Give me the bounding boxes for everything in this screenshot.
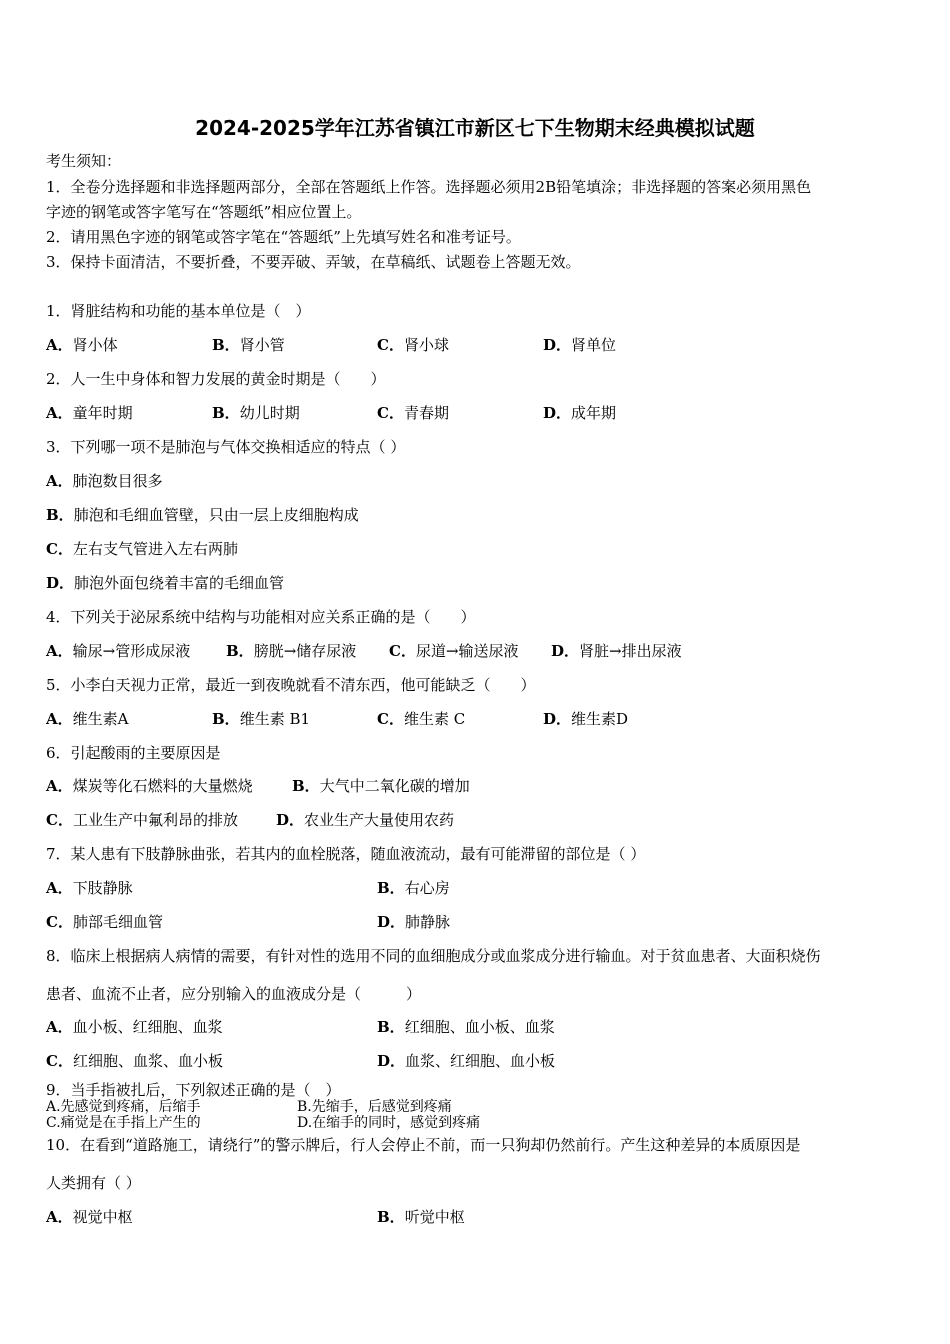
question-2-option-d: D．成年期 — [543, 404, 617, 422]
question-7-option-b: B．右心房 — [377, 879, 450, 897]
question-9-option-c: C.痛觉是在手指上产生的 — [46, 1115, 201, 1131]
question-6-option-d: D．农业生产大量使用农药 — [276, 811, 455, 829]
question-5-option-a: A．维生素A — [46, 710, 129, 728]
question-7-option-a: A．下肢静脉 — [46, 879, 133, 897]
question-1-option-c: C．肾小球 — [377, 336, 449, 354]
question-6-option-a: A．煤炭等化石燃料的大量燃烧 — [46, 777, 253, 795]
question-3-stem: 3．下列哪一项不是肺泡与气体交换相适应的特点（ ） — [46, 438, 406, 456]
question-10-option-a: A．视觉中枢 — [46, 1208, 133, 1226]
question-3-option-d: D．肺泡外面包绕着丰富的毛细血管 — [46, 574, 285, 592]
question-8-stem-line-1: 8．临床上根据病人病情的需要，有针对性的选用不同的血细胞成分或血浆成分进行输血。对于贫血患者、大面积烧伤 — [46, 947, 821, 965]
notice-heading: 考生须知： — [46, 152, 122, 170]
notice-line-3: 2．请用黑色字迹的钢笔或答字笔在“答题纸”上先填写姓名和准考证号。 — [46, 228, 521, 246]
question-2-option-a: A．童年时期 — [46, 404, 133, 422]
notice-line-2: 字迹的钢笔或答字笔写在“答题纸”相应位置上。 — [46, 203, 362, 221]
question-2-option-b: B．幼儿时期 — [212, 404, 300, 422]
question-6-stem: 6．引起酸雨的主要原因是 — [46, 744, 221, 762]
question-5-option-d: D．维生素D — [543, 710, 629, 728]
question-1-stem: 1．肾脏结构和功能的基本单位是（ ） — [46, 302, 311, 320]
question-7-stem: 7．某人患有下肢静脉曲张，若其内的血栓脱落，随血液流动，最有可能滞留的部位是（ ） — [46, 845, 646, 863]
question-9-stem: 9．当手指被扎后，下列叙述正确的是（ ） — [46, 1081, 341, 1099]
question-4-stem: 4．下列关于泌尿系统中结构与功能相对应关系正确的是（ ） — [46, 608, 476, 626]
question-3-option-a: A．肺泡数目很多 — [46, 472, 163, 490]
page-title: 2024-2025学年江苏省镇江市新区七下生物期末经典模拟试题 — [195, 116, 755, 140]
question-10-stem-line-1: 10．在看到“道路施工，请绕行”的警示牌后，行人会停止不前，而一只狗却仍然前行。产生这种差异的本质原因是 — [46, 1136, 801, 1154]
question-3-option-b: B．肺泡和毛细血管壁，只由一层上皮细胞构成 — [46, 506, 359, 524]
question-3-option-c: C．左右支气管进入左右两肺 — [46, 540, 238, 558]
question-7-option-c: C．肺部毛细血管 — [46, 913, 163, 931]
question-10-stem-line-2: 人类拥有（ ） — [46, 1174, 141, 1192]
question-1-option-d: D．肾单位 — [543, 336, 617, 354]
question-6-option-c: C．工业生产中氟利昂的排放 — [46, 811, 238, 829]
question-9-option-a: A.先感觉到疼痛，后缩手 — [46, 1099, 201, 1115]
notice-line-4: 3．保持卡面清洁，不要折叠，不要弄破、弄皱，在草稿纸、试题卷上答题无效。 — [46, 253, 581, 271]
question-2-option-c: C．青春期 — [377, 404, 449, 422]
question-8-option-a: A．血小板、红细胞、血浆 — [46, 1018, 223, 1036]
notice-line-1: 1．全卷分选择题和非选择题两部分，全部在答题纸上作答。选择题必须用2B铅笔填涂；非选择题的答案必须用黑色 — [46, 178, 812, 196]
question-7-option-d: D．肺静脉 — [377, 913, 451, 931]
question-8-option-b: B．红细胞、血小板、血浆 — [377, 1018, 555, 1036]
question-4-option-d: D．肾脏→排出尿液 — [551, 642, 682, 660]
question-2-stem: 2．人一生中身体和智力发展的黄金时期是（ ） — [46, 370, 386, 388]
question-4-option-a: A．输尿→管形成尿液 — [46, 642, 191, 660]
question-8-stem-line-2: 患者、血流不止者，应分别输入的血液成分是（ ） — [46, 985, 422, 1003]
question-6-option-b: B．大气中二氧化碳的增加 — [292, 777, 470, 795]
question-4-option-b: B．膀胱→储存尿液 — [226, 642, 357, 660]
question-1-option-b: B．肾小管 — [212, 336, 285, 354]
question-5-option-b: B．维生素 B1 — [212, 710, 311, 728]
question-4-option-c: C．尿道→输送尿液 — [389, 642, 519, 660]
question-5-option-c: C．维生素 C — [377, 710, 466, 728]
question-9-option-d: D.在缩手的同时，感觉到疼痛 — [297, 1115, 481, 1131]
question-8-option-d: D．血浆、红细胞、血小板 — [377, 1052, 556, 1070]
question-9-option-b: B.先缩手，后感觉到疼痛 — [297, 1099, 452, 1115]
question-5-stem: 5．小李白天视力正常，最近一到夜晚就看不清东西，他可能缺乏（ ） — [46, 676, 536, 694]
question-1-option-a: A．肾小体 — [46, 336, 118, 354]
question-10-option-b: B．听觉中枢 — [377, 1208, 465, 1226]
question-8-option-c: C．红细胞、血浆、血小板 — [46, 1052, 223, 1070]
